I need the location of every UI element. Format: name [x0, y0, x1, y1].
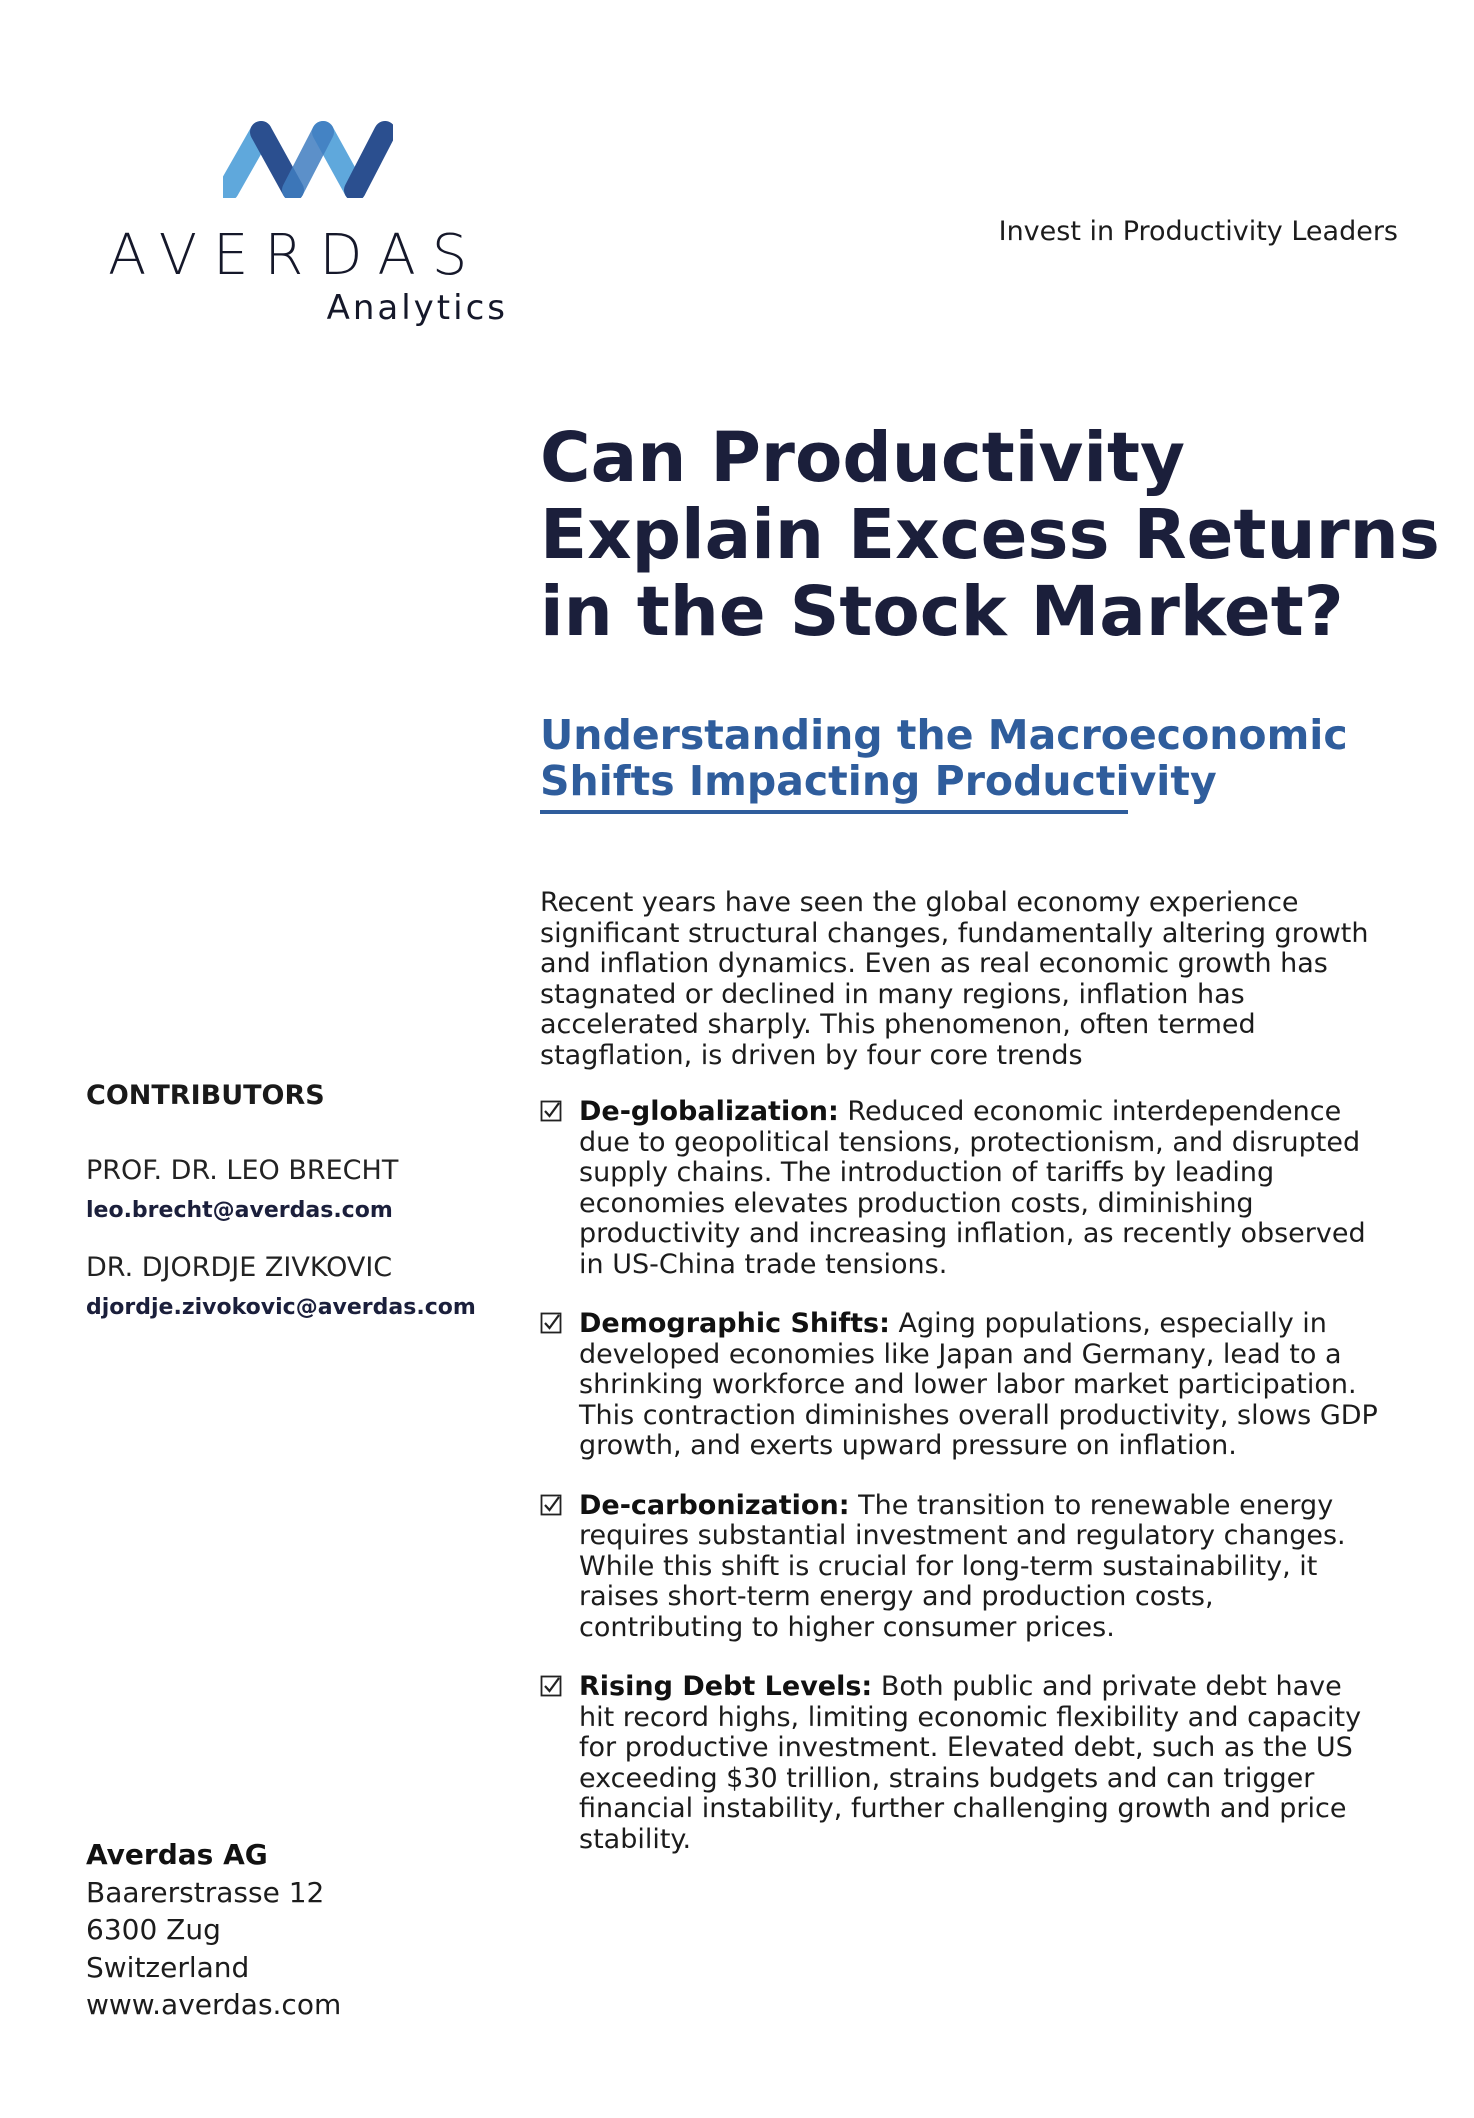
list-item — [540, 1491, 1380, 1644]
trend-title: De-carbonization: — [579, 1489, 850, 1521]
list-item — [540, 1672, 1380, 1855]
page-title: Can Productivity Explain Excess Returns in the Stock Market? — [540, 418, 1440, 652]
checkbox-checked-icon — [540, 1312, 562, 1334]
trend-text: Aging populations, especially in developed economies like Japan and Germany, lead to a shrinking workforce and lower labor market participation. This contraction diminishes overall productivity, slows GDP growth, and exerts upward pressure on inflation. — [579, 1308, 1378, 1461]
contributors-heading: CONTRIBUTORS — [86, 1080, 325, 1111]
contributor-email[interactable]: djordje.zivokovic@averdas.com — [86, 1295, 476, 1320]
contributor-name: PROF. DR. LEO BRECHT — [86, 1155, 399, 1186]
logo-subtitle: Analytics — [326, 288, 508, 328]
address-country: Switzerland — [86, 1950, 250, 1984]
subtitle-underline — [540, 810, 1128, 814]
trend-title: Demographic Shifts: — [579, 1308, 890, 1339]
company-website-link[interactable]: www.averdas.com — [86, 1988, 342, 2021]
list-item — [540, 1309, 1380, 1462]
company-address — [86, 1836, 341, 2024]
trend-text: The transition to renewable energy requires substantial investment and regulatory changes. While this shift is crucial for long-term sustainability, it raises short-term energy and production costs, contributing to higher consumer prices. — [579, 1489, 1346, 1643]
list-item — [540, 1097, 1380, 1280]
contributor-email[interactable]: leo.brecht@averdas.com — [86, 1198, 393, 1223]
checkbox-checked-icon — [540, 1494, 562, 1516]
trend-text: Both public and private debt have hit record highs, limiting economic flexibility and capacity for productive investment. Elevated debt, such as the US exceeding $30 trillion, strains budgets and can trigger financial instability, further challenging growth and price stability. — [579, 1671, 1362, 1855]
trend-text: Reduced economic interdependence due to geopolitical tensions, protectionism, and disrupted supply chains. The introduction of tariffs by leading economies elevates production costs, diminishing productivity and increasing inflation, as recently observed in US-China trade tensions. — [579, 1096, 1366, 1280]
company-logo — [108, 118, 508, 328]
checkbox-checked-icon — [540, 1100, 562, 1122]
address-city: 6300 Zug — [86, 1913, 221, 1946]
contributor-name: DR. DJORDJE ZIVKOVIC — [86, 1252, 393, 1283]
page-subtitle: Understanding the Macroeconomic Shifts Impacting Productivity — [540, 711, 1348, 805]
trends-list — [540, 1097, 1380, 1884]
logo-wordmark: AVERDAS — [108, 223, 484, 288]
averdas-logo-icon — [223, 118, 393, 198]
checkbox-checked-icon — [540, 1675, 562, 1697]
header-tagline: Invest in Productivity Leaders — [998, 216, 1398, 247]
trend-title: De-globalization: — [579, 1096, 839, 1127]
address-street: Baarerstrasse 12 — [86, 1875, 325, 1909]
trend-title: Rising Debt Levels: — [579, 1671, 873, 1702]
intro-paragraph: Recent years have seen the global economy experience significant structural changes, fundamentally altering growth and inflation dynamics. Even as real economic growth has stagnated or declined in many regions, inflation has accelerated sharply. This phenomenon, often termed stagflation, is driven by four core trends — [540, 887, 1369, 1071]
company-name: Averdas AG — [86, 1838, 268, 1871]
